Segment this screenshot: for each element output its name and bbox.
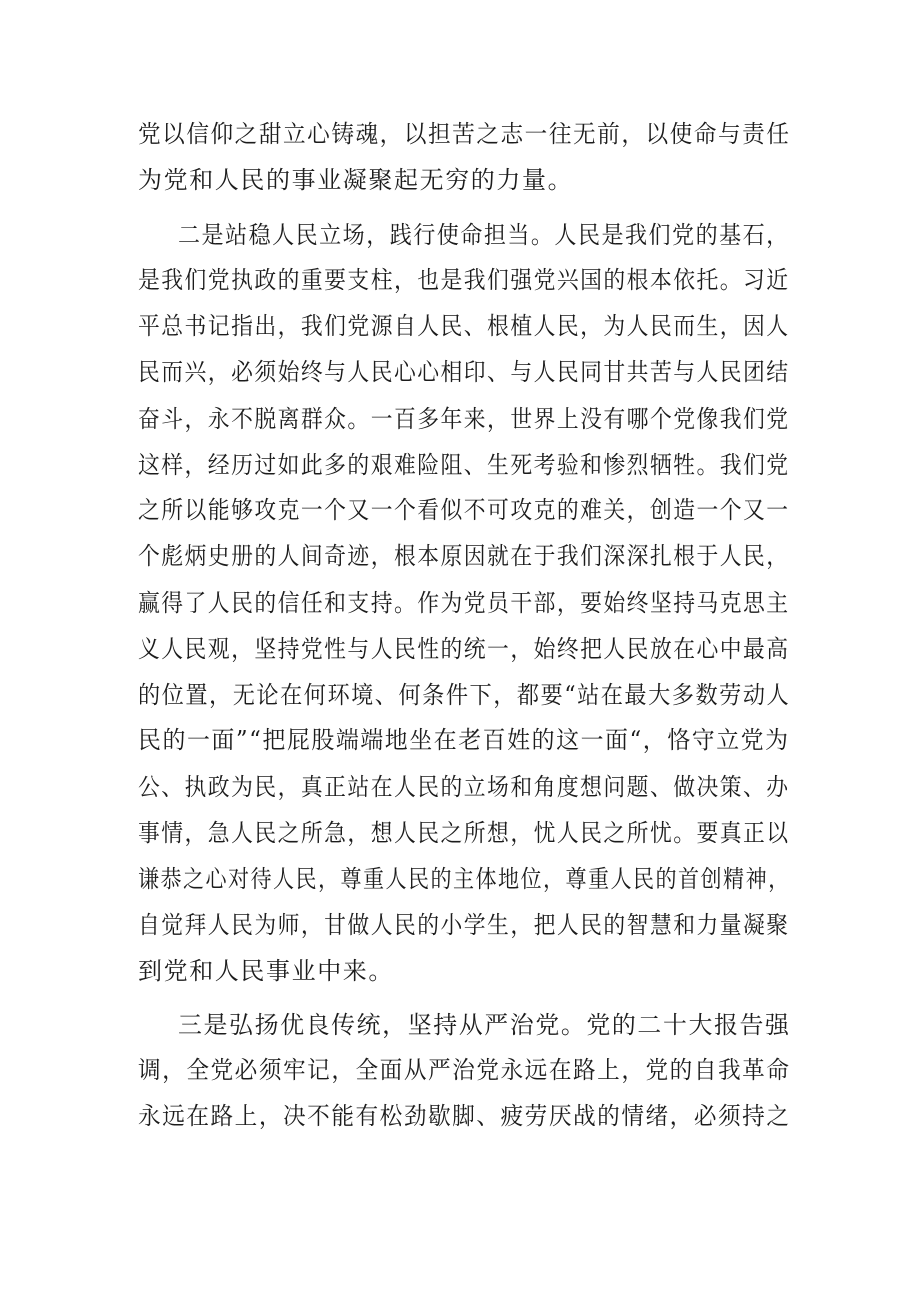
- text-line-13: 的位置，无论在何环境、何条件下，都要“站在最大多数劳动人: [138, 681, 791, 709]
- paragraph-3-first-line: 三是弘扬优良传统，坚持从严治党。党的二十大报告强: [178, 1011, 791, 1039]
- text-line-15: 公、执政为民，真正站在人民的立场和角度想问题、做决策、办: [138, 773, 790, 801]
- text-line-7: 奋斗，永不脱离群众。一百多年来，世界上没有哪个党像我们党: [138, 405, 790, 433]
- text-line-8: 这样，经历过如此多的艰难险阻、生死考验和惨烈牺牲。我们党: [138, 451, 790, 479]
- text-line-19: 到党和人民事业中来。: [138, 957, 394, 985]
- text-line-22: 永远在路上，决不能有松劲歇脚、疲劳厌战的情绪，必须持之: [138, 1102, 791, 1130]
- text-line-17: 谦恭之心对待人民，尊重人民的主体地位，尊重人民的首创精神，: [138, 865, 791, 893]
- text-line-16: 事情，急人民之所急，想人民之所想，忧人民之所忧。要真正以: [138, 819, 790, 847]
- text-line-6: 民而兴，必须始终与人民心心相印、与人民同甘共苦与人民团结: [138, 358, 790, 386]
- text-line-10: 个彪炳史册的人间奇迹，根本原因就在于我们深深扎根于人民，: [138, 542, 790, 570]
- text-line-2: 为党和人民的事业凝聚起无穷的力量。: [138, 166, 574, 194]
- text-line-12: 义人民观，坚持党性与人民性的统一，始终把人民放在心中最高: [138, 635, 790, 663]
- text-line-1: 党以信仰之甜立心铸魂，以担苦之志一往无前，以使命与责任: [138, 120, 791, 148]
- paragraph-2-first-line: 二是站稳人民立场，践行使命担当。人民是我们党的基石，: [178, 221, 790, 249]
- text-line-5: 平总书记指出，我们党源自人民、根植人民，为人民而生，因人: [138, 312, 790, 340]
- text-line-4: 是我们党执政的重要支柱，也是我们强党兴国的根本依托。习近: [138, 266, 790, 294]
- text-line-14: 民的一面”“把屁股端端地坐在老百姓的这一面“，恪守立党为: [138, 726, 790, 754]
- text-line-18: 自觉拜人民为师，甘做人民的小学生，把人民的智慧和力量凝聚: [138, 911, 790, 939]
- text-line-21: 调，全党必须牢记，全面从严治党永远在路上，党的自我革命: [138, 1056, 791, 1084]
- text-line-11: 赢得了人民的信任和支持。作为党员干部，要始终坚持马克思主: [138, 589, 790, 617]
- text-line-9: 之所以能够攻克一个又一个看似不可攻克的难关，创造一个又一: [138, 496, 790, 524]
